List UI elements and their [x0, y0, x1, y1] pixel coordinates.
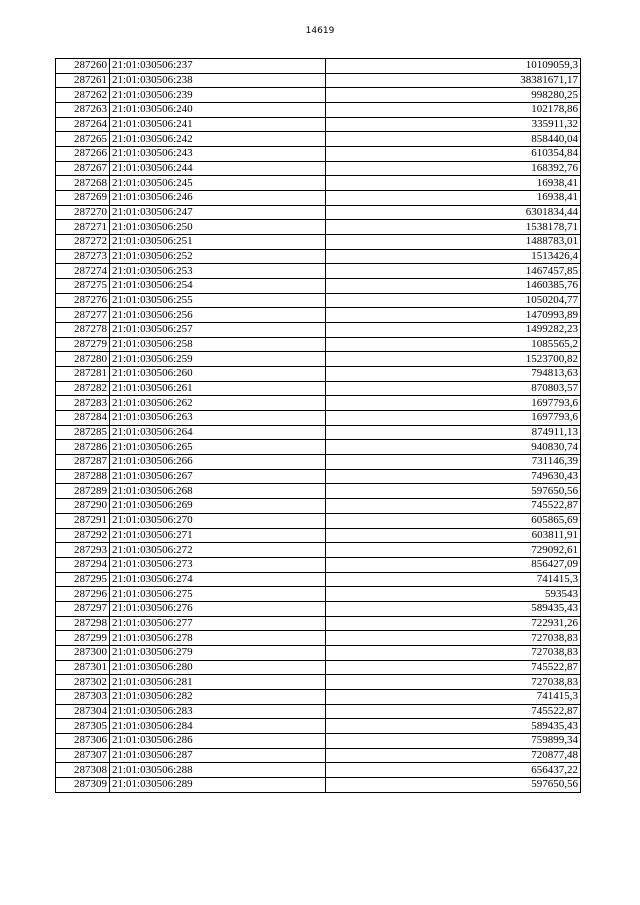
table-row: [56, 660, 581, 675]
cadastral-number-cell: 21:01:030506:277: [110, 616, 326, 631]
table-row: [56, 132, 581, 147]
cadastral-number-cell: 21:01:030506:239: [110, 88, 326, 103]
row-number-cell: 287291: [56, 513, 110, 528]
cadastral-number-cell: 21:01:030506:265: [110, 440, 326, 455]
table-row: [56, 220, 581, 235]
row-number-cell: 287289: [56, 484, 110, 499]
row-number-cell: 287294: [56, 557, 110, 572]
table-row: [56, 513, 581, 528]
table-row: [56, 396, 581, 411]
value-cell: 1513426,4: [326, 249, 581, 264]
row-number-cell: 287285: [56, 425, 110, 440]
value-cell: 102178,86: [326, 103, 581, 118]
value-cell: 589435,43: [326, 719, 581, 734]
cadastral-number-cell: 21:01:030506:268: [110, 484, 326, 499]
row-number-cell: 287281: [56, 367, 110, 382]
value-cell: 1467457,85: [326, 264, 581, 279]
cadastral-number-cell: 21:01:030506:289: [110, 777, 326, 792]
value-cell: 749630,43: [326, 469, 581, 484]
table-row: [56, 719, 581, 734]
table-row: [56, 411, 581, 426]
value-cell: 874911,13: [326, 425, 581, 440]
table-row: [56, 777, 581, 792]
cadastral-number-cell: 21:01:030506:243: [110, 147, 326, 162]
value-cell: 603811,91: [326, 528, 581, 543]
row-number-cell: 287279: [56, 337, 110, 352]
cadastral-number-cell: 21:01:030506:275: [110, 587, 326, 602]
value-cell: 335911,32: [326, 117, 581, 132]
row-number-cell: 287290: [56, 499, 110, 514]
row-number-cell: 287284: [56, 411, 110, 426]
value-cell: 794813,63: [326, 367, 581, 382]
value-cell: 1523700,82: [326, 352, 581, 367]
row-number-cell: 287266: [56, 147, 110, 162]
row-number-cell: 287261: [56, 73, 110, 88]
row-number-cell: 287268: [56, 176, 110, 191]
cadastral-number-cell: 21:01:030506:281: [110, 675, 326, 690]
table-row: [56, 763, 581, 778]
table-row: [56, 352, 581, 367]
table-row: [56, 73, 581, 88]
row-number-cell: 287270: [56, 205, 110, 220]
cadastral-number-cell: 21:01:030506:288: [110, 763, 326, 778]
row-number-cell: 287278: [56, 323, 110, 338]
cadastral-number-cell: 21:01:030506:282: [110, 689, 326, 704]
value-cell: 168392,76: [326, 161, 581, 176]
cadastral-number-cell: 21:01:030506:269: [110, 499, 326, 514]
table-row: [56, 147, 581, 162]
row-number-cell: 287263: [56, 103, 110, 118]
value-cell: 998280,25: [326, 88, 581, 103]
cadastral-number-cell: 21:01:030506:263: [110, 411, 326, 426]
row-number-cell: 287303: [56, 689, 110, 704]
row-number-cell: 287287: [56, 455, 110, 470]
table-row: [56, 733, 581, 748]
cadastral-number-cell: 21:01:030506:246: [110, 191, 326, 206]
row-number-cell: 287301: [56, 660, 110, 675]
row-number-cell: 287280: [56, 352, 110, 367]
row-number-cell: 287264: [56, 117, 110, 132]
cadastral-number-cell: 21:01:030506:253: [110, 264, 326, 279]
cadastral-number-cell: 21:01:030506:255: [110, 293, 326, 308]
value-cell: 1697793,6: [326, 411, 581, 426]
cadastral-number-cell: 21:01:030506:244: [110, 161, 326, 176]
row-number-cell: 287260: [56, 59, 110, 74]
row-number-cell: 287273: [56, 249, 110, 264]
table-row: [56, 440, 581, 455]
table-row: [56, 572, 581, 587]
cadastral-number-cell: 21:01:030506:267: [110, 469, 326, 484]
cadastral-number-cell: 21:01:030506:261: [110, 381, 326, 396]
row-number-cell: 287293: [56, 543, 110, 558]
row-number-cell: 287295: [56, 572, 110, 587]
cadastral-number-cell: 21:01:030506:266: [110, 455, 326, 470]
row-number-cell: 287306: [56, 733, 110, 748]
row-number-cell: 287309: [56, 777, 110, 792]
value-cell: 940830,74: [326, 440, 581, 455]
table-row: [56, 235, 581, 250]
cadastral-number-cell: 21:01:030506:276: [110, 601, 326, 616]
table-row: [56, 601, 581, 616]
row-number-cell: 287269: [56, 191, 110, 206]
table-row: [56, 587, 581, 602]
value-cell: 741415,3: [326, 572, 581, 587]
cadastral-number-cell: 21:01:030506:258: [110, 337, 326, 352]
value-cell: 729092,61: [326, 543, 581, 558]
value-cell: 593543: [326, 587, 581, 602]
table-row: [56, 557, 581, 572]
table-row: [56, 543, 581, 558]
row-number-cell: 287308: [56, 763, 110, 778]
cadastral-number-cell: 21:01:030506:245: [110, 176, 326, 191]
value-cell: 1050204,77: [326, 293, 581, 308]
value-cell: 731146,39: [326, 455, 581, 470]
row-number-cell: 287277: [56, 308, 110, 323]
cadastral-number-cell: 21:01:030506:260: [110, 367, 326, 382]
cadastral-number-cell: 21:01:030506:238: [110, 73, 326, 88]
table-row: [56, 381, 581, 396]
value-cell: 745522,87: [326, 660, 581, 675]
row-number-cell: 287304: [56, 704, 110, 719]
value-cell: 38381671,17: [326, 73, 581, 88]
cadastral-number-cell: 21:01:030506:254: [110, 279, 326, 294]
value-cell: 16938,41: [326, 176, 581, 191]
registry-table: [55, 58, 581, 793]
row-number-cell: 287298: [56, 616, 110, 631]
table-row: [56, 337, 581, 352]
table-row: [56, 645, 581, 660]
cadastral-number-cell: 21:01:030506:278: [110, 631, 326, 646]
cadastral-number-cell: 21:01:030506:250: [110, 220, 326, 235]
cadastral-number-cell: 21:01:030506:252: [110, 249, 326, 264]
row-number-cell: 287300: [56, 645, 110, 660]
row-number-cell: 287305: [56, 719, 110, 734]
cadastral-number-cell: 21:01:030506:271: [110, 528, 326, 543]
value-cell: 1697793,6: [326, 396, 581, 411]
table-row: [56, 484, 581, 499]
value-cell: 610354,84: [326, 147, 581, 162]
row-number-cell: 287282: [56, 381, 110, 396]
table-row: [56, 88, 581, 103]
value-cell: 1460385,76: [326, 279, 581, 294]
table-row: [56, 425, 581, 440]
row-number-cell: 287265: [56, 132, 110, 147]
table-row: [56, 205, 581, 220]
table-row: [56, 748, 581, 763]
table-row: [56, 323, 581, 338]
value-cell: 722931,26: [326, 616, 581, 631]
cadastral-number-cell: 21:01:030506:259: [110, 352, 326, 367]
table-row: [56, 528, 581, 543]
row-number-cell: 287302: [56, 675, 110, 690]
cadastral-number-cell: 21:01:030506:247: [110, 205, 326, 220]
row-number-cell: 287296: [56, 587, 110, 602]
cadastral-number-cell: 21:01:030506:279: [110, 645, 326, 660]
table-row: [56, 631, 581, 646]
table-row: [56, 704, 581, 719]
value-cell: 10109059,3: [326, 59, 581, 74]
value-cell: 727038,83: [326, 631, 581, 646]
table-row: [56, 616, 581, 631]
table-row: [56, 689, 581, 704]
row-number-cell: 287307: [56, 748, 110, 763]
row-number-cell: 287288: [56, 469, 110, 484]
table-row: [56, 367, 581, 382]
row-number-cell: 287297: [56, 601, 110, 616]
cadastral-number-cell: 21:01:030506:264: [110, 425, 326, 440]
value-cell: 870803,57: [326, 381, 581, 396]
value-cell: 856427,09: [326, 557, 581, 572]
row-number-cell: 287292: [56, 528, 110, 543]
table-row: [56, 161, 581, 176]
row-number-cell: 287274: [56, 264, 110, 279]
cadastral-number-cell: 21:01:030506:274: [110, 572, 326, 587]
table-row: [56, 469, 581, 484]
row-number-cell: 287276: [56, 293, 110, 308]
cadastral-number-cell: 21:01:030506:284: [110, 719, 326, 734]
cadastral-number-cell: 21:01:030506:251: [110, 235, 326, 250]
value-cell: 858440,04: [326, 132, 581, 147]
value-cell: 727038,83: [326, 645, 581, 660]
cadastral-number-cell: 21:01:030506:240: [110, 103, 326, 118]
row-number-cell: 287283: [56, 396, 110, 411]
table-row: [56, 455, 581, 470]
table-row: [56, 308, 581, 323]
value-cell: 727038,83: [326, 675, 581, 690]
row-number-cell: 287267: [56, 161, 110, 176]
value-cell: 1538178,71: [326, 220, 581, 235]
table-row: [56, 279, 581, 294]
value-cell: 597650,56: [326, 777, 581, 792]
value-cell: 16938,41: [326, 191, 581, 206]
cadastral-number-cell: 21:01:030506:242: [110, 132, 326, 147]
row-number-cell: 287272: [56, 235, 110, 250]
value-cell: 759899,34: [326, 733, 581, 748]
row-number-cell: 287299: [56, 631, 110, 646]
cadastral-number-cell: 21:01:030506:256: [110, 308, 326, 323]
table-row: [56, 191, 581, 206]
row-number-cell: 287275: [56, 279, 110, 294]
cadastral-number-cell: 21:01:030506:273: [110, 557, 326, 572]
value-cell: 1470993,89: [326, 308, 581, 323]
value-cell: 597650,56: [326, 484, 581, 499]
cadastral-number-cell: 21:01:030506:241: [110, 117, 326, 132]
cadastral-number-cell: 21:01:030506:262: [110, 396, 326, 411]
value-cell: 589435,43: [326, 601, 581, 616]
value-cell: 745522,87: [326, 704, 581, 719]
value-cell: 745522,87: [326, 499, 581, 514]
table-row: [56, 103, 581, 118]
registry-table-body: [56, 59, 581, 793]
table-row: [56, 293, 581, 308]
table-row: [56, 675, 581, 690]
table-row: [56, 499, 581, 514]
value-cell: 656437,22: [326, 763, 581, 778]
value-cell: 605865,69: [326, 513, 581, 528]
cadastral-number-cell: 21:01:030506:237: [110, 59, 326, 74]
table-row: [56, 176, 581, 191]
cadastral-number-cell: 21:01:030506:287: [110, 748, 326, 763]
value-cell: 741415,3: [326, 689, 581, 704]
value-cell: 1488783,01: [326, 235, 581, 250]
page-number: 14619: [305, 26, 335, 36]
cadastral-number-cell: 21:01:030506:280: [110, 660, 326, 675]
table-row: [56, 59, 581, 74]
cadastral-number-cell: 21:01:030506:270: [110, 513, 326, 528]
cadastral-number-cell: 21:01:030506:272: [110, 543, 326, 558]
cadastral-number-cell: 21:01:030506:257: [110, 323, 326, 338]
table-row: [56, 117, 581, 132]
value-cell: 6301834,44: [326, 205, 581, 220]
row-number-cell: 287271: [56, 220, 110, 235]
value-cell: 1499282,23: [326, 323, 581, 338]
cadastral-number-cell: 21:01:030506:283: [110, 704, 326, 719]
row-number-cell: 287286: [56, 440, 110, 455]
table-row: [56, 249, 581, 264]
value-cell: 1085565,2: [326, 337, 581, 352]
table-row: [56, 264, 581, 279]
value-cell: 720877,48: [326, 748, 581, 763]
cadastral-number-cell: 21:01:030506:286: [110, 733, 326, 748]
row-number-cell: 287262: [56, 88, 110, 103]
